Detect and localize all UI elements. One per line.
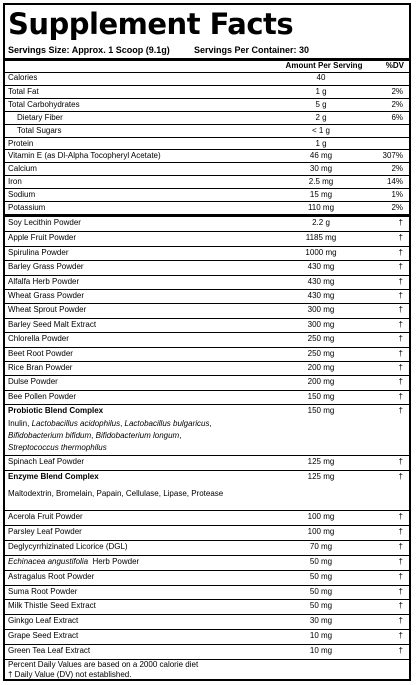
footnote-dagger: † Daily Value (DV) not established. [8, 670, 132, 679]
row-amount: < 1 g [311, 125, 330, 135]
row-name: Ginkgo Leaf Extract [8, 616, 79, 626]
row-amount: 125 mg [307, 471, 335, 481]
row-name: Acerola Fruit Powder [8, 512, 83, 521]
row-name: Sodium [8, 190, 36, 200]
facts-row [5, 85, 409, 98]
row-dv: † [398, 319, 403, 329]
row-amount: 430 mg [307, 276, 335, 286]
row-amount: 40 [316, 73, 326, 82]
facts-row [5, 614, 409, 629]
row-name: Calories [8, 73, 38, 82]
row-name: Total Carbohydrates [8, 99, 80, 109]
facts-row [5, 510, 409, 525]
row-name: Milk Thistle Seed Extract [8, 601, 96, 611]
row-dv: † [398, 276, 403, 286]
row-amount: 70 mg [309, 541, 333, 551]
row-amount: 150 mg [307, 391, 335, 401]
row-name: Iron [8, 177, 22, 187]
facts-row [5, 332, 409, 346]
facts-row [5, 137, 409, 150]
facts-row [5, 188, 409, 201]
facts-row [5, 585, 409, 600]
row-dv: † [398, 631, 403, 641]
row-amount: 50 mg [309, 601, 333, 611]
facts-row [5, 318, 409, 332]
facts-row [5, 347, 409, 361]
enzyme-description: Maltodextrin, Bromelain, Papain, Cellulase, Lipase, Protease [8, 489, 224, 498]
row-dv: † [398, 406, 403, 416]
row-dv: † [398, 363, 403, 372]
row-dv: 307% [382, 151, 403, 161]
row-amount: 50 mg [309, 556, 333, 566]
facts-row [5, 525, 409, 540]
row-amount: 430 mg [307, 262, 335, 272]
facts-row [5, 149, 409, 162]
row-amount: 150 mg [307, 406, 335, 416]
row-amount: 100 mg [307, 512, 335, 521]
row-name-rest: Herb Powder [88, 556, 140, 566]
row-name: Soy Lecithin Powder [8, 218, 81, 227]
row-dv: † [398, 262, 403, 272]
facts-row [5, 404, 409, 418]
row-name: Protein [8, 138, 34, 148]
row-dv: † [398, 556, 403, 566]
row-amount: 1000 mg [305, 247, 337, 257]
row-name: Apple Fruit Powder [8, 233, 77, 243]
row-name: Barley Seed Malt Extract [8, 319, 97, 329]
row-dv: † [398, 541, 403, 551]
row-name: Astragalus Root Powder [8, 571, 95, 581]
row-name: Deglycyrrhizinated Licorice (DGL) [8, 541, 128, 551]
row-dv: † [398, 305, 403, 315]
row-amount: 300 mg [307, 319, 335, 329]
row-amount: 1 g [315, 86, 327, 96]
facts-row [5, 644, 409, 659]
facts-row [5, 246, 409, 260]
facts-row [5, 111, 409, 124]
facts-row [5, 72, 409, 85]
row-name: Total Sugars [17, 125, 62, 135]
row-name: Spinach Leaf Powder [8, 457, 85, 466]
row-dv: † [398, 391, 403, 401]
row-name: Dietary Fiber [17, 112, 63, 122]
row-dv: 1% [391, 190, 403, 200]
amount-header: Amount Per Serving [285, 61, 363, 70]
facts-row [5, 375, 409, 389]
row-amount: 10 mg [309, 646, 333, 656]
row-name: Rice Bran Powder [8, 363, 73, 372]
facts-row [5, 124, 409, 137]
row-dv: † [398, 457, 403, 466]
row-dv: † [398, 601, 403, 611]
facts-row [5, 275, 409, 289]
row-dv: † [398, 512, 403, 521]
facts-row [5, 570, 409, 585]
facts-row [5, 599, 409, 614]
row-amount: 100 mg [307, 526, 335, 536]
row-name: Chlorella Powder [8, 334, 69, 344]
row-amount: 30 mg [309, 616, 333, 626]
facts-row [5, 217, 409, 231]
row-amount: 250 mg [307, 348, 335, 358]
row-name: Probiotic Blend Complex [8, 406, 104, 416]
row-dv: 2% [391, 164, 403, 174]
facts-row [5, 175, 409, 188]
row-amount: 5 g [315, 99, 327, 109]
row-amount: 50 mg [309, 586, 333, 596]
row-amount: 250 mg [307, 334, 335, 344]
row-dv: † [398, 247, 403, 257]
facts-row [5, 289, 409, 303]
supplement-facts-panel [3, 3, 411, 681]
row-dv: 2% [391, 203, 403, 212]
panel-title: Supplement Facts [8, 7, 294, 41]
row-amount: 46 mg [309, 151, 333, 161]
row-name: Beet Root Powder [8, 348, 73, 358]
row-name: Barley Grass Powder [8, 262, 84, 272]
serving-size: Servings Size: Approx. 1 Scoop (9.1g) [8, 45, 170, 55]
column-header [8, 60, 406, 71]
facts-row [5, 540, 409, 555]
row-name: Bee Pollen Powder [8, 391, 77, 401]
facts-row [5, 455, 409, 470]
row-amount: 10 mg [309, 631, 333, 641]
facts-row [5, 98, 409, 111]
facts-row [5, 162, 409, 175]
row-amount: 2.5 mg [308, 177, 334, 187]
row-name: Wheat Grass Powder [8, 291, 85, 300]
row-dv: † [398, 218, 403, 227]
row-name: Dulse Powder [8, 377, 58, 387]
row-amount: 1 g [315, 138, 327, 148]
facts-row [5, 390, 409, 404]
row-dv: † [398, 334, 403, 344]
row-amount: 430 mg [307, 291, 335, 300]
row-dv: 2% [391, 99, 403, 109]
probiotic-description: Inulin, Lactobacillus acidophilus, Lactobacillus bulgaricus, Bifidobacterium bifidum, Bifidobacterium longum, Streptococcus thermophilus [8, 419, 212, 452]
row-amount: 200 mg [307, 363, 335, 372]
row-amount: 125 mg [307, 457, 335, 466]
row-dv: 14% [386, 177, 403, 187]
row-dv: † [398, 586, 403, 596]
row-name-italic: Echinacea angustifolia [8, 556, 89, 566]
facts-row [5, 470, 409, 485]
row-name: Green Tea Leaf Extract [8, 646, 91, 656]
facts-row [5, 201, 409, 214]
row-name: Vitamin E (as Dl-Alpha Tocopheryl Acetate) [8, 151, 161, 161]
servings-per-container: Servings Per Container: 30 [194, 45, 310, 55]
row-dv: † [398, 571, 403, 581]
facts-row [5, 231, 409, 245]
row-dv: † [398, 646, 403, 656]
row-name: Suma Root Powder [8, 586, 78, 596]
row-name: Potassium [8, 203, 46, 212]
row-amount: 300 mg [307, 305, 335, 315]
row-name: Wheat Sprout Powder [8, 305, 87, 315]
facts-row [5, 361, 409, 375]
row-dv: † [398, 526, 403, 536]
row-dv: † [398, 348, 403, 358]
facts-row [5, 303, 409, 317]
row-dv: † [398, 233, 403, 243]
row-name: Parsley Leaf Powder [8, 526, 82, 536]
row-name: Calcium [8, 164, 37, 174]
footnote-dv: Percent Daily Values are based on a 2000 calorie diet [8, 660, 199, 669]
row-name: Grape Seed Extract [8, 631, 79, 641]
row-dv: † [398, 616, 403, 626]
dv-header: %DV [385, 61, 404, 70]
row-amount: 15 mg [309, 190, 333, 200]
facts-row [5, 260, 409, 274]
row-dv: † [398, 471, 403, 481]
row-name: Enzyme Blend Complex [8, 471, 99, 481]
row-amount: 2.2 g [312, 218, 330, 227]
row-name [8, 556, 139, 568]
row-name: Spirulina Powder [8, 247, 69, 257]
row-amount: 50 mg [309, 571, 333, 581]
serving-info [8, 43, 406, 57]
facts-row [5, 629, 409, 644]
row-amount: 2 g [315, 112, 327, 122]
row-name: Alfalfa Herb Powder [8, 276, 80, 286]
row-dv: † [398, 291, 403, 300]
row-amount: 30 mg [309, 164, 333, 174]
row-amount: 200 mg [307, 377, 335, 387]
row-amount: 110 mg [307, 203, 335, 212]
row-amount: 1185 mg [305, 233, 337, 243]
row-dv: 2% [391, 86, 403, 96]
row-name: Total Fat [8, 86, 39, 96]
row-dv: 6% [391, 112, 403, 122]
facts-row [5, 555, 409, 570]
row-dv: † [398, 377, 403, 387]
